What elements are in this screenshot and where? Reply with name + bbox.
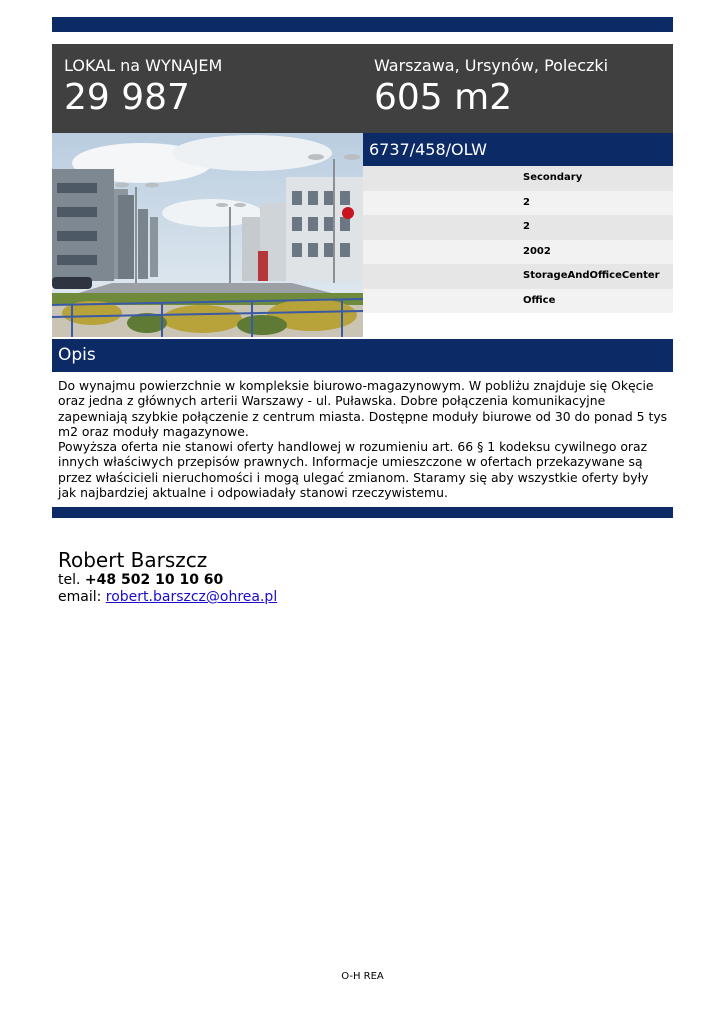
top-band — [52, 17, 673, 32]
agent-email-link[interactable]: robert.barszcz@ohrea.pl — [105, 589, 278, 605]
offer-summary — [64, 56, 222, 118]
property-summary — [374, 56, 608, 118]
attribute-building-type: StorageAndOfficeCenter — [363, 264, 673, 289]
agent-phone: +48 502 10 10 60 — [84, 572, 224, 588]
attribute-market: Secondary — [363, 166, 673, 191]
disclaimer-paragraph: Powyższa oferta nie stanowi oferty handlowej w rozumieniu art. 66 § 1 kodeksu cywilnego oraz innych właściwych przepisów prawnych. Informacje umieszczone w ofertach przekazywane są przez właścicieli nieruchomości i mogą ulegać zmianom. Staramy się aby wszystkie oferty były jak najbardziej aktualne i odpowiadały stanowi rzeczywistemu. — [58, 439, 649, 501]
description-paragraph: Do wynajmu powierzchnie w kompleksie biurowo-magazynowym. W pobliżu znajduje się Okęcie oraz jedna z głównych arterii Warszawy - ul. Puławska. Dobre połączenia komunikacyjne zapewniają szybkie połączenie z centrum miasta. Dostępne moduły biurowe od 30 do ponad 5 tys m2 oraz moduły magazynowe. — [58, 378, 668, 439]
bottom-band — [52, 507, 673, 518]
email-label: email: — [58, 589, 102, 605]
attribute-property-type: Office — [363, 289, 673, 314]
footer-company: O-H REA — [341, 971, 384, 982]
attributes-table — [363, 166, 673, 313]
attribute-year: 2002 — [363, 240, 673, 265]
attribute-value-2: 2 — [363, 191, 673, 216]
property-photo — [52, 133, 363, 337]
phone-label: tel. — [58, 572, 81, 588]
offer-type: LOKAL na WYNAJEM — [64, 56, 223, 75]
agent-email-line — [58, 589, 277, 606]
description-text — [58, 378, 668, 500]
attribute-value-3: 2 — [363, 215, 673, 240]
property-area: 605 m2 — [374, 77, 513, 118]
offer-header — [52, 44, 673, 133]
agent-contact — [58, 548, 277, 606]
offer-price: 29 987 — [64, 77, 190, 118]
agent-name: Robert Barszcz — [58, 548, 208, 572]
property-location: Warszawa, Ursynów, Poleczki — [374, 56, 609, 75]
offer-reference-number: 6737/458/OLW — [363, 133, 673, 166]
agent-phone-line — [58, 572, 277, 589]
description-heading: Opis — [52, 339, 673, 372]
